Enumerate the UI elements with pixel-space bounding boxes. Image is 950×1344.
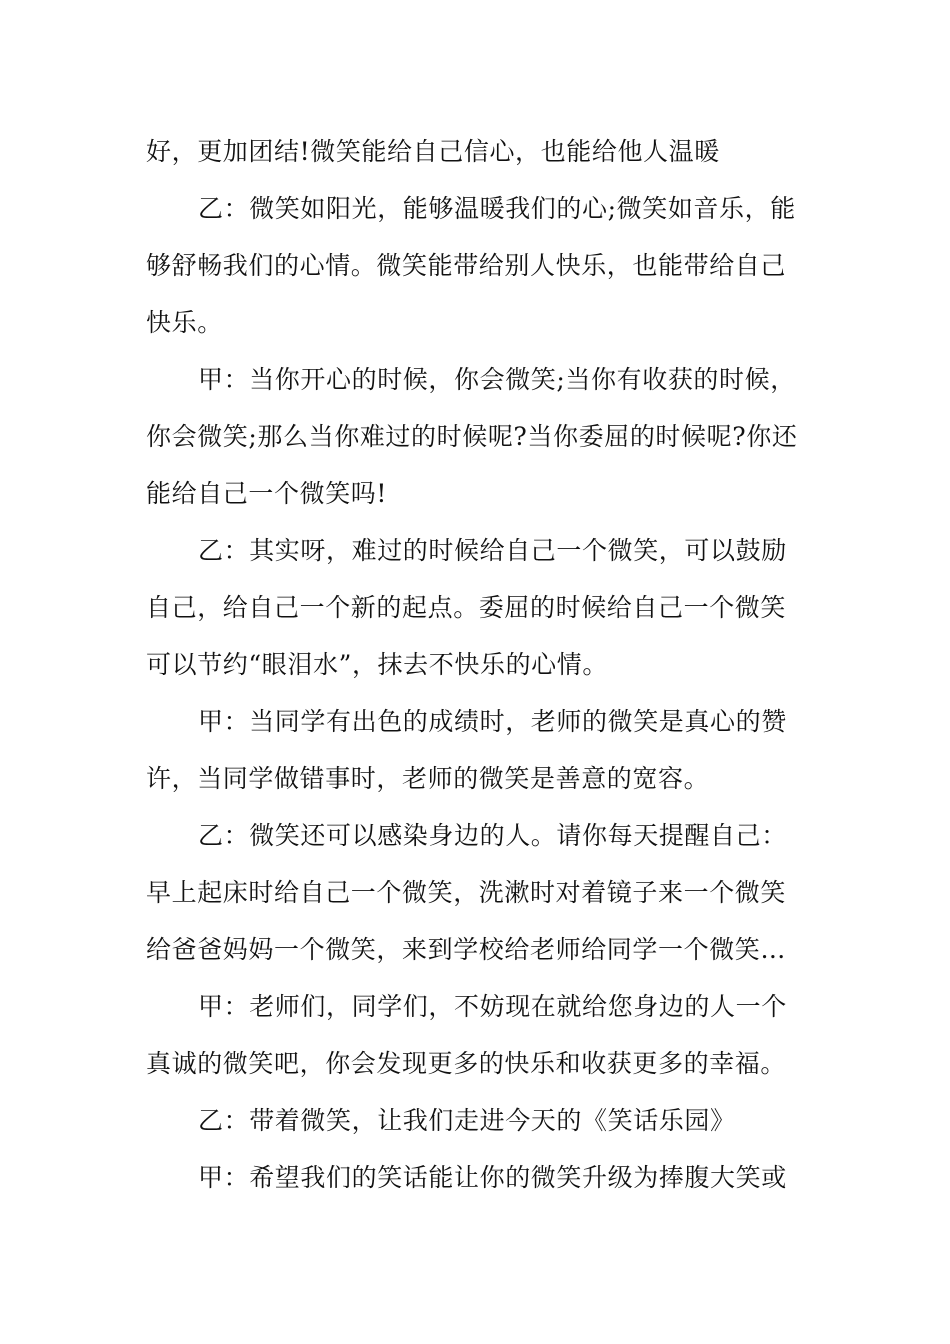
text-line: 你会微笑;那么当你难过的时候呢?当你委屈的时候呢?你还 bbox=[146, 422, 798, 451]
text-line: 能给自己一个微笑吗! bbox=[146, 479, 388, 508]
document-body bbox=[146, 123, 810, 1206]
text-line: 甲：老师们，同学们，不妨现在就给您身边的人一个 bbox=[198, 992, 787, 1021]
text-line: 甲：当你开心的时候，你会微笑;当你有收获的时候， bbox=[198, 365, 796, 394]
text-line: 乙：微笑还可以感染身边的人。请你每天提醒自己： bbox=[198, 821, 787, 850]
text-line: 早上起床时给自己一个微笑，洗漱时对着镜子来一个微笑 bbox=[146, 878, 787, 907]
text-line: 可以节约“眼泪水”，抹去不快乐的心情。 bbox=[146, 650, 608, 679]
text-line: 自己，给自己一个新的起点。委屈的时候给自己一个微笑 bbox=[146, 593, 787, 622]
text-line: 甲：当同学有出色的成绩时，老师的微笑是真心的赞 bbox=[198, 707, 787, 736]
text-line: 真诚的微笑吧，你会发现更多的快乐和收获更多的幸福。 bbox=[146, 1049, 787, 1078]
text-line: 给爸爸妈妈一个微笑，来到学校给老师给同学一个微笑… bbox=[146, 935, 787, 964]
text-line: 许，当同学做错事时，老师的微笑是善意的宽容。 bbox=[146, 764, 710, 793]
text-line: 乙：其实呀，难过的时候给自己一个微笑，可以鼓励 bbox=[198, 536, 787, 565]
text-line: 快乐。 bbox=[146, 308, 223, 337]
text-line: 乙：微笑如阳光，能够温暖我们的心;微笑如音乐，能 bbox=[198, 194, 796, 223]
text-line: 够舒畅我们的心情。微笑能带给别人快乐，也能带给自己 bbox=[146, 251, 787, 280]
text-line: 乙：带着微笑，让我们走进今天的《笑话乐园》 bbox=[198, 1106, 736, 1135]
text-line: 甲：希望我们的笑话能让你的微笑升级为捧腹大笑或 bbox=[198, 1163, 787, 1192]
text-line: 好，更加团结!微笑能给自己信心，也能给他人温暖 bbox=[146, 137, 720, 166]
